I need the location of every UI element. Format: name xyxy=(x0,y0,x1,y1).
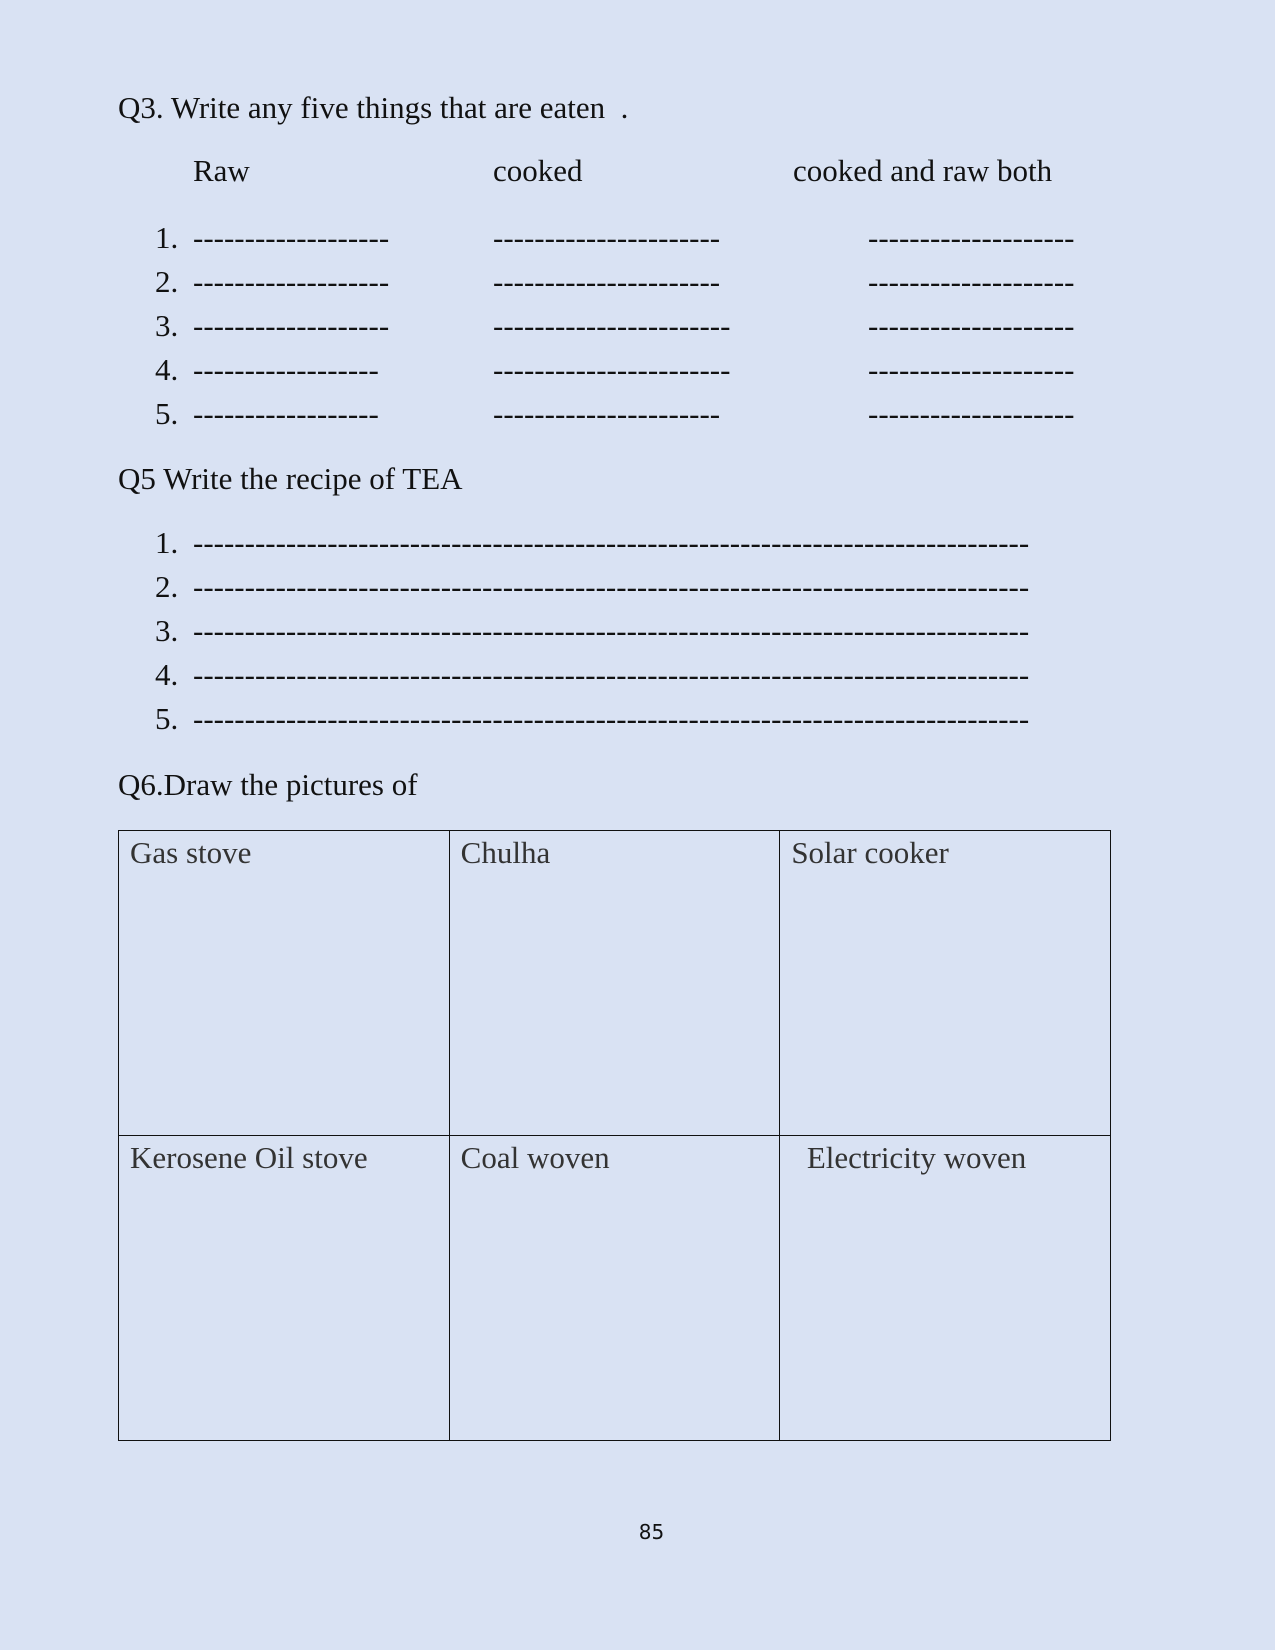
recipe-answer-line: --------------------------------------------------------------------------------- xyxy=(193,569,1030,604)
drawing-grid xyxy=(118,830,1111,1441)
both-answer-line: -------------------- xyxy=(868,352,1075,387)
drawing-cell-electricity-woven[interactable] xyxy=(780,1136,1111,1441)
raw-answer-line: ------------------- xyxy=(193,308,390,343)
drawing-cell-solar-cooker[interactable] xyxy=(780,831,1111,1136)
raw-answer-line: ------------------- xyxy=(193,220,390,255)
q5-row-number: 4. xyxy=(155,657,179,692)
q5-row-number: 3. xyxy=(155,613,179,648)
q3-row-number: 3. xyxy=(155,308,179,343)
drawing-cell-chulha[interactable] xyxy=(449,831,780,1136)
both-answer-line: -------------------- xyxy=(868,308,1075,343)
q3-row-number: 5. xyxy=(155,396,179,431)
q6-title: Q6.Draw the pictures of xyxy=(118,767,418,802)
recipe-answer-line: --------------------------------------------------------------------------------- xyxy=(193,525,1030,560)
cooked-answer-line: ----------------------- xyxy=(493,308,731,343)
cell-label: Coal woven xyxy=(460,1140,610,1175)
q3-title: Q3. Write any five things that are eaten . xyxy=(118,90,629,125)
raw-answer-line: ------------------ xyxy=(193,396,379,431)
page-number: 85 xyxy=(638,1520,665,1544)
cooked-answer-line: ----------------------- xyxy=(493,352,731,387)
raw-answer-line: ------------------- xyxy=(193,264,390,299)
cell-label: Gas stove xyxy=(130,835,252,870)
both-answer-line: -------------------- xyxy=(868,264,1075,299)
column-header-raw: Raw xyxy=(193,153,250,188)
cooked-answer-line: ---------------------- xyxy=(493,264,721,299)
column-header-cooked-and-raw: cooked and raw both xyxy=(793,153,1053,188)
q3-row-number: 1. xyxy=(155,220,179,255)
raw-answer-line: ------------------ xyxy=(193,352,379,387)
q5-row-number: 1. xyxy=(155,525,179,560)
q5-row-number: 2. xyxy=(155,569,179,604)
cell-label: Kerosene Oil stove xyxy=(130,1140,368,1175)
both-answer-line: -------------------- xyxy=(868,396,1075,431)
recipe-answer-line: --------------------------------------------------------------------------------- xyxy=(193,701,1030,736)
q3-row-number: 2. xyxy=(155,264,179,299)
column-header-cooked: cooked xyxy=(493,153,583,188)
q3-row-number: 4. xyxy=(155,352,179,387)
cell-label: Chulha xyxy=(460,835,551,870)
both-answer-line: -------------------- xyxy=(868,220,1075,255)
recipe-answer-line: --------------------------------------------------------------------------------- xyxy=(193,613,1030,648)
drawing-cell-coal-woven[interactable] xyxy=(449,1136,780,1441)
cell-label: Solar cooker xyxy=(791,835,949,870)
q5-row-number: 5. xyxy=(155,701,179,736)
cell-label: Electricity woven xyxy=(791,1140,1027,1175)
drawing-cell-kerosene-oil-stove[interactable] xyxy=(119,1136,450,1441)
recipe-answer-line: --------------------------------------------------------------------------------- xyxy=(193,657,1030,692)
drawing-cell-gas-stove[interactable] xyxy=(119,831,450,1136)
cooked-answer-line: ---------------------- xyxy=(493,220,721,255)
cooked-answer-line: ---------------------- xyxy=(493,396,721,431)
q5-title: Q5 Write the recipe of TEA xyxy=(118,461,463,496)
